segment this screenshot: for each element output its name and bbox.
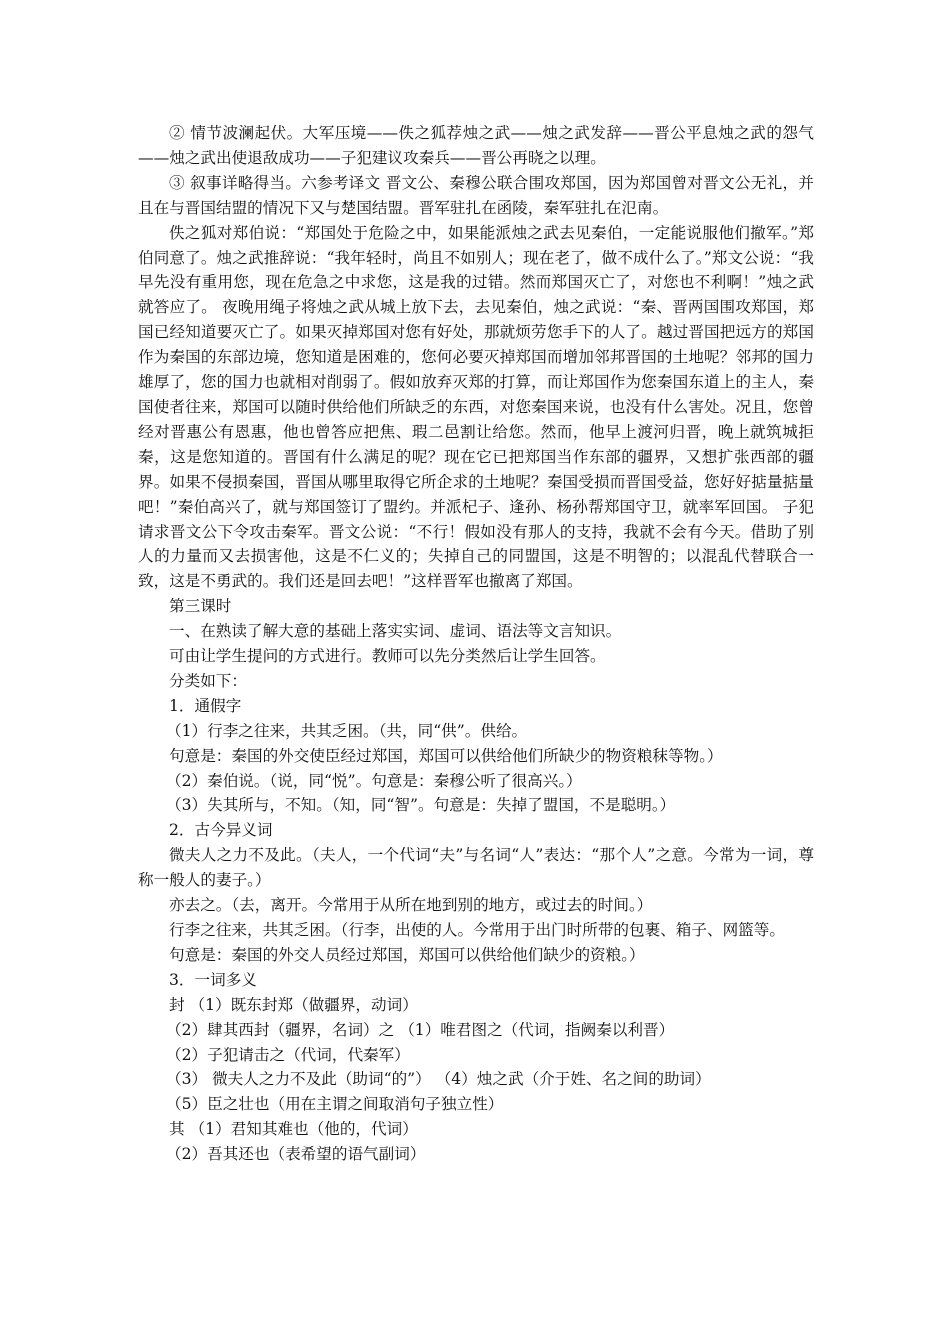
paragraph-plot: ② 情节波澜起伏。大军压境——佚之狐荐烛之武——烛之武发辞——晋公平息烛之武的怨气——烛之武出使退敌成功——子犯建议攻秦兵——晋公再晓之以理。 xyxy=(138,124,814,167)
paragraph-narration: ③ 叙事详略得当。六参考译文 晋文公、秦穆公联合围攻郑国，因为郑国曾对晋文公无礼，并且在与晋国结盟的情况下又与楚国结盟。晋军驻扎在函陵，秦军驻扎在氾南。 xyxy=(138,173,814,217)
list-item: （2）肆其西封（疆界，名词）之 （1）唯君图之（代词，指阙秦以利晋） xyxy=(166,1020,675,1039)
list-item: （1）行李之往来，共其乏困。（共，同“供”。供给。 xyxy=(166,721,528,740)
subheading-yici-duoyi: 3．一词多义 xyxy=(169,970,257,989)
list-item: （5）臣之壮也（用在主谓之间取消句子独立性） xyxy=(166,1095,504,1114)
list-item: （3）失其所与，不知。（知，同“智”。句意是：失掉了盟国，不是聪明。） xyxy=(166,796,676,815)
list-item: 句意是：秦国的外交使臣经过郑国，郑国可以供给他们所缺少的物资粮秣等物。） xyxy=(169,746,723,765)
list-item: 句意是：秦国的外交人员经过郑国，郑国可以供给他们缺少的资粮。） xyxy=(169,945,645,964)
list-item: 封 （1）既东封郑（做疆界，动词） xyxy=(169,995,418,1014)
list-item: 微夫人之力不及此。（夫人，一个代词“夫”与名词“人”表达：“那个人”之意。今常为一词，尊称一般人的妻子。） xyxy=(138,846,814,890)
list-item: （2）吾其还也（表希望的语气副词） xyxy=(166,1145,426,1164)
paragraph-translation: 佚之狐对郑伯说：“郑国处于危险之中，如果能派烛之武去见秦伯，一定能说服他们撤军。”郑伯同意了。烛之武推辞说：“我年轻时，尚且不如别人；现在老了，做不成什么了。”郑文公说：“我早先没有重用您，现在危急之中求您，这是我的过错。然而郑国灭亡了，对您也不利啊！”烛之武就答应了。 夜晚用绳子将烛之武从城上放下去，去见秦伯，烛之武说：“秦、晋两国围攻郑国，郑国已经知道要灭亡了。如果灭掉郑国对您有好处，那就烦劳您手下的人了。越过晋国把远方的郑国作为秦国的东部边境，您知道是困难的，您何必要灭掉郑国而增加邻邦晋国的土地呢？邻邦的国力雄厚了，您的国力也就相对削弱了。假如放弃灭郑的打算，而让郑国作为您秦国东道上的主人，秦国使者往来，郑国可以随时供给他们所缺乏的东西，对您秦国来说，也没有什么害处。况且，您曾经对晋惠公有恩惠，他也曾答应把焦、瑕二邑割让给您。然而，他早上渡河归晋，晚上就筑城拒秦，这是您知道的。晋国有什么满足的呢？现在它已把郑国当作东部的疆界，又想扩张西部的疆界。如果不侵损秦国，晋国从哪里取得它所企求的土地呢？秦国受损而晋国受益，您好好掂量掂量吧！”秦伯高兴了，就与郑国签订了盟约。并派杞子、逢孙、杨孙帮郑国守卫，就率军回国。 子犯请求晋文公下令攻击秦军。晋文公说：“不行！假如没有那人的支持，我就不会有今天。借助了别人的力量而又去损害他，这是不仁义的；失掉自己的同盟国，这是不明智的；以混乱代替联合一致，这是不勇武的。我们还是回去吧！”这样晋军也撤离了郑国。 xyxy=(138,223,814,591)
paragraph-instruction: 一、在熟读了解大意的基础上落实实词、虚词、语法等文言知识。 xyxy=(169,622,622,641)
section-heading-third-lesson: 第三课时 xyxy=(169,597,232,616)
document-body xyxy=(138,121,814,1167)
list-item: （2）子犯请击之（代词，代秦军） xyxy=(166,1045,410,1064)
paragraph-method: 可由让学生提问的方式进行。教师可以先分类然后让学生回答。 xyxy=(169,647,606,666)
subheading-gujin-yiyi: 2．古今异义词 xyxy=(169,821,273,840)
subheading-tongjiazi: 1．通假字 xyxy=(169,696,242,715)
list-item: （3） 微夫人之力不及此（助词“的”） （4）烛之武（介于姓、名之间的助词） xyxy=(166,1070,711,1089)
list-item: （2）秦伯说。（说，同“悦”。句意是：秦穆公听了很高兴。） xyxy=(166,771,582,790)
list-item: 亦去之。（去，离开。今常用于从所在地到别的地方，或过去的时间。） xyxy=(169,896,653,915)
list-item: 其 （1）君知其难也（他的，代词） xyxy=(169,1120,418,1139)
list-item: 行李之往来，共其乏困。（行李，出使的人。今常用于出门时所带的包裹、箱子、网篮等。 xyxy=(169,921,785,939)
paragraph-classification: 分类如下： xyxy=(169,671,247,690)
